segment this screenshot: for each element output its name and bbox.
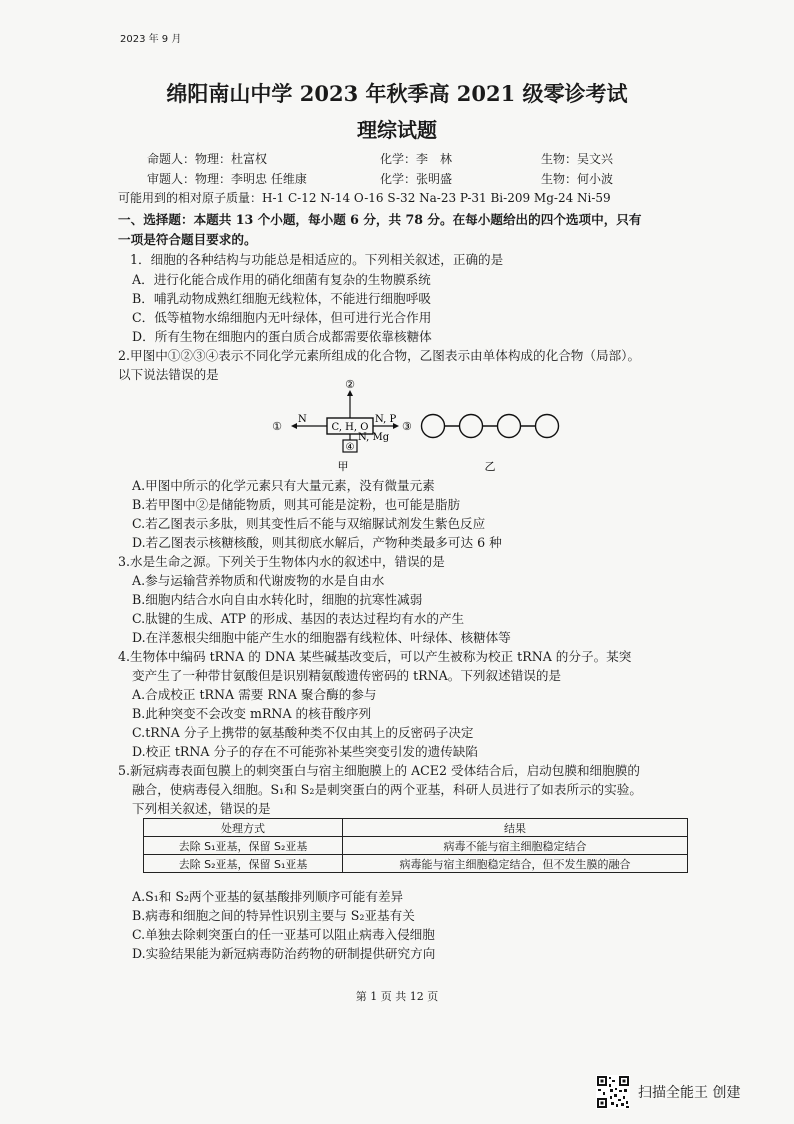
q3-option-b: B.细胞内结合水向自由水转化时，细胞的抗寒性减弱 bbox=[132, 592, 423, 607]
q1-option-c: C．低等植物水绵细胞内无叶绿体，但可进行光合作用 bbox=[132, 310, 432, 325]
table-header-row bbox=[144, 819, 688, 837]
row2-treatment: 去除 S₂亚基，保留 S₁亚基 bbox=[144, 855, 343, 873]
header-result: 结果 bbox=[343, 819, 688, 837]
reviewer-chemistry: 化学：张明盛 bbox=[380, 172, 453, 186]
q4-option-d: D.校正 tRNA 分子的存在不可能弥补某些突变引发的遗传缺陷 bbox=[132, 744, 478, 759]
q2-option-d: D.若乙图表示核糖核酸，则其彻底水解后，产物种类最多可达 6 种 bbox=[132, 535, 502, 550]
author-chemistry: 化学：李 林 bbox=[380, 152, 453, 166]
q5-experiment-table bbox=[143, 818, 688, 873]
monomer-4 bbox=[536, 415, 559, 438]
q5-option-a: A.S₁和 S₂两个亚基的氨基酸排列顺序可能有差异 bbox=[132, 889, 404, 904]
page-number: 第 1 页 共 12 页 bbox=[355, 990, 439, 1003]
compound-3: ③ bbox=[402, 420, 412, 433]
q1-option-a: A．进行化能合成作用的硝化细菌有复杂的生物膜系统 bbox=[132, 272, 431, 287]
compound-1: ① bbox=[272, 420, 282, 433]
compound-2: ② bbox=[345, 378, 355, 391]
q2-option-a: A.甲图中所示的化学元素只有大量元素，没有微量元素 bbox=[132, 478, 435, 493]
qr-code-icon bbox=[596, 1075, 630, 1109]
label-n-left: N bbox=[298, 414, 307, 425]
exam-title: 绵阳南山中学 2023 年秋季高 2021 级零诊考试 bbox=[166, 81, 628, 106]
q2-stem-1: 2.甲图中①②③④表示不同化学元素所组成的化合物，乙图表示由单体构成的化合物（局部）。 bbox=[118, 348, 641, 363]
scanner-watermark bbox=[596, 1075, 740, 1109]
q4-stem-1: 4.生物体中编码 tRNA 的 DNA 某些碱基改变后，可以产生被称为校正 tRNA 的分子。某突 bbox=[118, 649, 632, 664]
q5-stem-3: 下列相关叙述，错误的是 bbox=[132, 801, 271, 816]
q2-stem-2: 以下说法错误的是 bbox=[118, 367, 219, 382]
q4-option-c: C.tRNA 分子上携带的氨基酸种类不仅由其上的反密码子决定 bbox=[132, 725, 474, 740]
q3-option-a: A.参与运输营养物质和代谢废物的水是自由水 bbox=[132, 573, 385, 588]
center-elements: C, H, O bbox=[331, 422, 369, 433]
q3-option-c: C.肽键的生成、ATP 的形成、基因的表达过程均有水的产生 bbox=[132, 611, 465, 626]
reviewer-biology: 生物：何小波 bbox=[541, 172, 614, 186]
row2-result: 病毒能与宿主细胞稳定结合，但不发生膜的融合 bbox=[343, 855, 688, 873]
q5-stem-2: 融合，使病毒侵入细胞。S₁和 S₂是刺突蛋白的两个亚基，科研人员进行了如表所示的实验。 bbox=[132, 782, 642, 797]
reviewer-physics: 审题人：物理：李明忠 任维康 bbox=[147, 172, 307, 186]
monomer-2 bbox=[460, 415, 483, 438]
q2-option-b: B.若甲图中②是储能物质，则其可能是淀粉，也可能是脂肪 bbox=[132, 497, 461, 512]
author-biology: 生物：吴文兴 bbox=[541, 152, 614, 166]
row1-treatment: 去除 S₁亚基，保留 S₂亚基 bbox=[144, 837, 343, 855]
label-nmg: N, Mg bbox=[358, 432, 390, 443]
monomer-3 bbox=[498, 415, 521, 438]
scanner-text: 扫描全能王 创建 bbox=[638, 1085, 741, 1101]
q5-option-c: C.单独去除刺突蛋白的任一亚基可以阻止病毒入侵细胞 bbox=[132, 927, 435, 942]
exam-subtitle: 理综试题 bbox=[357, 118, 437, 142]
monomer-1 bbox=[422, 415, 445, 438]
q5-stem-1: 5.新冠病毒表面包膜上的刺突蛋白与宿主细胞膜上的 ACE2 受体结合后，启动包膜和细胞膜的 bbox=[118, 763, 640, 778]
q4-option-a: A.合成校正 tRNA 需要 RNA 聚合酶的参与 bbox=[132, 687, 377, 702]
author-physics: 命题人：物理：杜富权 bbox=[147, 152, 268, 166]
label-jia: 甲 bbox=[337, 460, 349, 473]
label-yi: 乙 bbox=[484, 460, 496, 473]
q4-stem-2: 变产生了一种带甘氨酸但是识别精氨酸遗传密码的 tRNA。下列叙述错误的是 bbox=[132, 668, 562, 683]
q1-option-b: B．哺乳动物成熟红细胞无线粒体，不能进行细胞呼吸 bbox=[132, 291, 431, 306]
section-instructions-1: 一、选择题：本题共 13 个小题，每小题 6 分，共 78 分。在每小题给出的四个选项中，只有 bbox=[118, 212, 642, 227]
q1-option-d: D．所有生物在细胞内的蛋白质合成都需要依靠核糖体 bbox=[132, 329, 432, 344]
q5-option-b: B.病毒和细胞之间的特异性识别主要与 S₂亚基有关 bbox=[132, 908, 415, 923]
header-treatment: 处理方式 bbox=[144, 819, 343, 837]
q4-option-b: B.此种突变不会改变 mRNA 的核苷酸序列 bbox=[132, 706, 372, 721]
q2-option-c: C.若乙图表示多肽，则其变性后不能与双缩脲试剂发生紫色反应 bbox=[132, 516, 486, 531]
q1-stem: 1．细胞的各种结构与功能总是相适应的。下列相关叙述，正确的是 bbox=[130, 252, 504, 267]
row1-result: 病毒不能与宿主细胞稳定结合 bbox=[343, 837, 688, 855]
section-instructions-2: 一项是符合题目要求的。 bbox=[118, 232, 257, 247]
table-row bbox=[144, 855, 688, 873]
exam-date: 2023 年 9 月 bbox=[120, 34, 182, 45]
compound-4: ④ bbox=[345, 442, 355, 453]
atomic-masses: 可能用到的相对原子质量：H-1 C-12 N-14 O-16 S-32 Na-23 P-31 Bi-209 Mg-24 Ni-59 bbox=[118, 191, 611, 205]
arrow-left-head bbox=[291, 423, 297, 429]
q3-stem: 3.水是生命之源。下列关于生物体内水的叙述中，错误的是 bbox=[118, 554, 445, 569]
table-row bbox=[144, 837, 688, 855]
q3-option-d: D.在洋葱根尖细胞中能产生水的细胞器有线粒体、叶绿体、核糖体等 bbox=[132, 630, 511, 645]
q5-option-d: D.实验结果能为新冠病毒防治药物的研制提供研究方向 bbox=[132, 946, 436, 961]
label-np: N, P bbox=[375, 414, 397, 425]
q2-diagram bbox=[265, 378, 575, 473]
